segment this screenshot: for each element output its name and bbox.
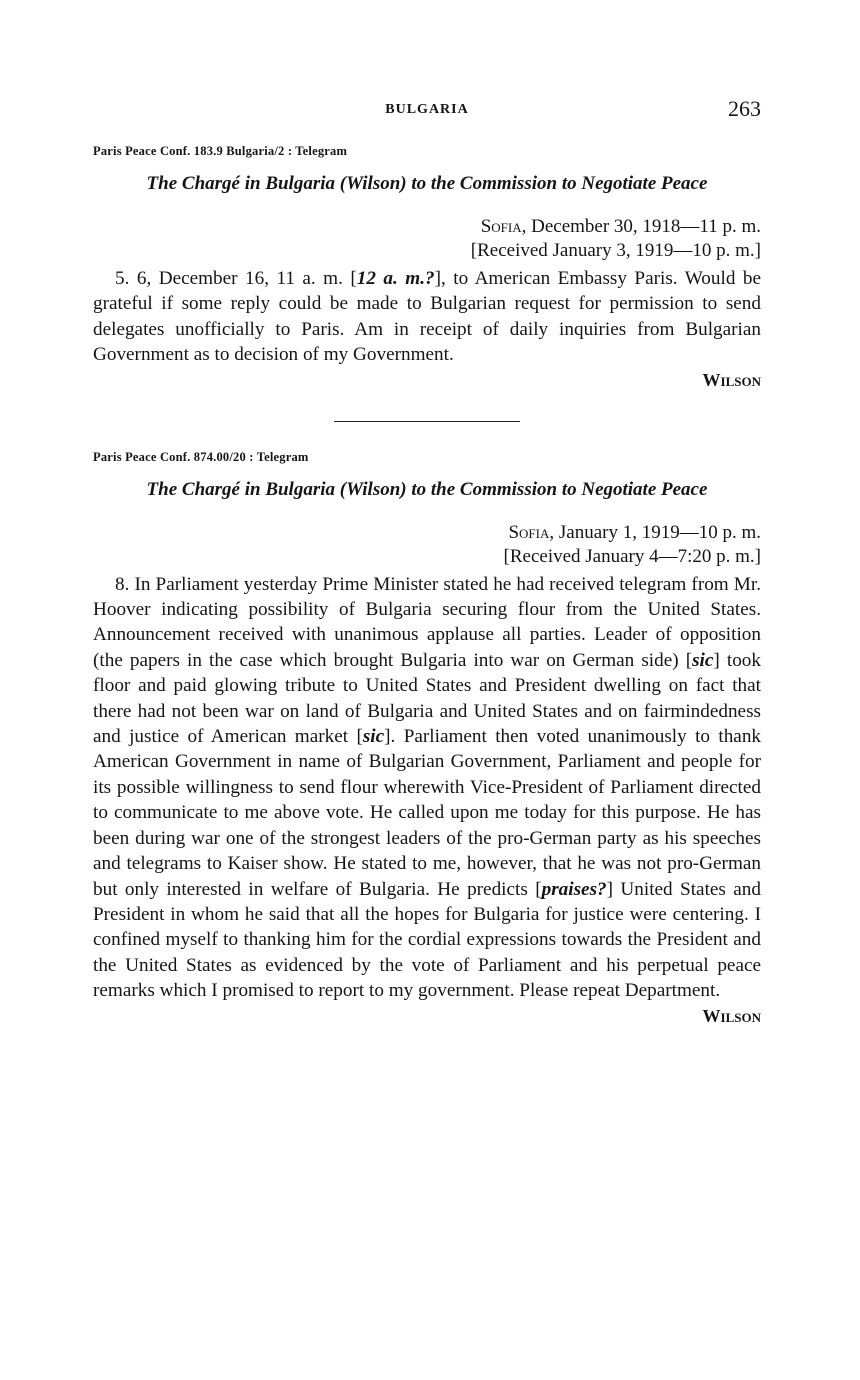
signature: Wilson bbox=[702, 1005, 761, 1026]
page bbox=[93, 96, 761, 1027]
file-reference: Paris Peace Conf. 874.00/20 : Telegram bbox=[93, 449, 309, 464]
page-header bbox=[93, 96, 761, 126]
running-title: BULGARIA bbox=[385, 102, 469, 117]
date-text: , December 30, 1918—11 p. m. bbox=[521, 216, 761, 237]
body-text-part: ] United States and President in whom he said that all the hopes for Bulgaria for justice were centering. I confined myself to thanking him for the cordial expressions towards the President and the United States as evidenced by the vote of Parliament and his perpetual peace remarks which I promised to report to my government. Please repeat Department. bbox=[93, 878, 761, 1002]
body-text-part: 5. 6, December 16, 11 a. m. [ bbox=[115, 268, 357, 289]
editorial-note: sic bbox=[692, 649, 714, 671]
body-text-part: 8. In Parliament yesterday Prime Minister stated he had received telegram from Mr. Hoover indicating possibility of Bulgaria securing flour from the United States. Announcement received with unanimous applause all parties. Leader of opposition (the papers in the case which brought Bulgaria into war on German side) [ bbox=[93, 573, 761, 671]
editorial-note: praises? bbox=[541, 878, 607, 900]
document-title: The Chargé in Bulgaria (Wilson) to the Commission to Negotiate Peace bbox=[146, 173, 708, 194]
document-2 bbox=[93, 450, 761, 1027]
editorial-note: 12 a. m.? bbox=[356, 268, 435, 289]
editorial-note: sic bbox=[362, 726, 385, 748]
place-name: Sofia bbox=[508, 521, 550, 543]
body-text-part: ] took floor and paid glowing tribute to United States and President dwelling on fact that there had not been war on land of Bulgaria and United States and on fairmindedness and justice of American market [ bbox=[93, 649, 761, 748]
received-note: [Received January 3, 1919—10 p. m.] bbox=[470, 240, 761, 261]
date-text: , January 1, 1919—10 p. m. bbox=[549, 521, 761, 543]
document-1 bbox=[93, 144, 761, 391]
body-text-part: ], to American Embassy Paris. Would be grateful if some reply could be made to Bulgarian request for permission to send delegates unofficially to Paris. Am in receipt of daily inquiries from Bulgarian Government as to decision of my Government. bbox=[93, 268, 761, 366]
section-divider bbox=[334, 421, 520, 422]
received-note: [Received January 4—7:20 p. m.] bbox=[503, 545, 761, 567]
dateline bbox=[93, 521, 761, 569]
body-text-part: ]. Parliament then voted unanimously to thank American Government in name of Bulgarian Government, Parliament and people for its possible willingness to send flour wherewith Vice-President of Parliament directed to communicate to me above vote. He called upon me today for this purpose. He has been during war one of the strongest leaders of the pro-German party as his speeches and telegrams to Kaiser show. He stated to me, however, that he was not pro-German but only interested in welfare of Bulgaria. He predicts [ bbox=[93, 726, 762, 900]
telegram-body bbox=[93, 572, 761, 1004]
page-number: 263 bbox=[728, 96, 761, 121]
place-name: Sofia bbox=[480, 216, 522, 237]
signature: Wilson bbox=[702, 369, 761, 390]
dateline bbox=[93, 215, 761, 263]
file-reference: Paris Peace Conf. 183.9 Bulgaria/2 : Telegram bbox=[93, 144, 348, 158]
document-title: The Chargé in Bulgaria (Wilson) to the Commission to Negotiate Peace bbox=[146, 478, 708, 500]
telegram-body bbox=[93, 266, 761, 368]
